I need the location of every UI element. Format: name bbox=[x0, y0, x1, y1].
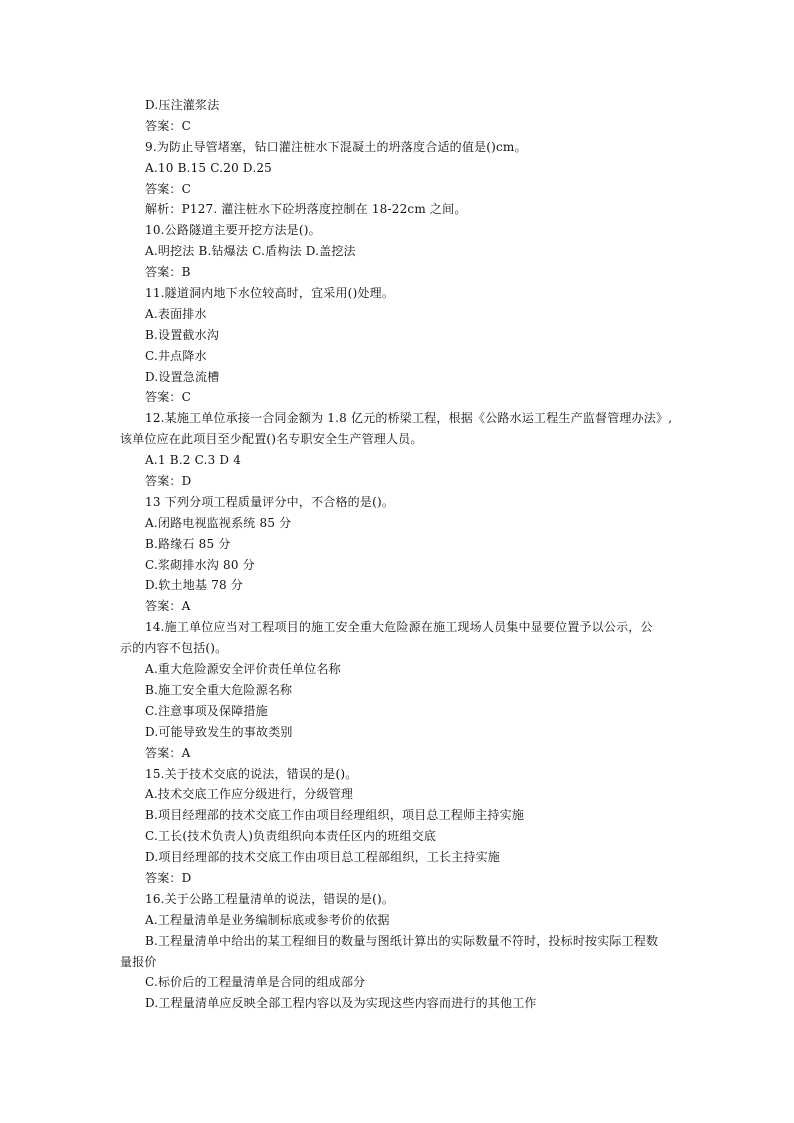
option-line: A.工程量清单是业务编制标底或参考价的依据 bbox=[145, 912, 390, 927]
answer-line: 答案：D bbox=[145, 474, 192, 489]
question-line: 16.关于公路工程量清单的说法，错误的是()。 bbox=[145, 891, 395, 906]
option-line: A.重大危险源安全评价责任单位名称 bbox=[145, 662, 341, 677]
option-line: D.设置急流槽 bbox=[145, 369, 220, 384]
option-line: C.井点降水 bbox=[145, 348, 207, 363]
option-line: C.浆砌排水沟 80 分 bbox=[145, 557, 255, 572]
option-line-continued: 量报价 bbox=[120, 954, 157, 969]
question-line: 13 下列分项工程质量评分中，不合格的是()。 bbox=[145, 494, 395, 509]
question-line-continued: 示的内容不包括()。 bbox=[120, 641, 228, 656]
question-line-continued: 该单位应在此项目至少配置()名专职安全生产管理人员。 bbox=[120, 432, 423, 447]
option-line: D.项目经理部的技术交底工作由项目总工程部组织，工长主持实施 bbox=[145, 850, 501, 865]
option-line: B.项目经理部的技术交底工作由项目经理组织，项目总工程师主持实施 bbox=[145, 808, 525, 823]
answer-line: 答案：C bbox=[145, 181, 191, 196]
answer-line: 答案：A bbox=[145, 599, 191, 614]
question-line: 14.施工单位应当对工程项目的施工安全重大危险源在施工现场人员集中显要位置予以公示，公 bbox=[145, 620, 653, 635]
question-line: 12.某施工单位承接一合同金额为 1.8 亿元的桥梁工程，根据《公路水运工程生产监督管理办法》, bbox=[145, 411, 673, 426]
answer-line: 答案：C bbox=[145, 118, 191, 133]
question-line: 9.为防止导管堵塞，钻口灌注桩水下混凝土的坍落度合适的值是()cm。 bbox=[145, 139, 527, 154]
option-line: D.软土地基 78 分 bbox=[145, 578, 244, 593]
answer-line: 答案：D bbox=[145, 870, 192, 885]
option-line: A.闭路电视监视系统 85 分 bbox=[145, 515, 292, 530]
option-line: D.可能导致发生的事故类别 bbox=[145, 724, 293, 739]
analysis-line: 解析：P127. 灌注桩水下砼坍落度控制在 18-22cm 之间。 bbox=[145, 202, 467, 217]
option-line: A.表面排水 bbox=[145, 306, 207, 321]
answer-line: 答案：B bbox=[145, 265, 191, 280]
option-line: A.1 B.2 C.3 D 4 bbox=[145, 453, 242, 468]
answer-line: 答案：A bbox=[145, 745, 191, 760]
option-line: A.技术交底工作应分级进行，分级管理 bbox=[145, 787, 354, 802]
question-line: 15.关于技术交底的说法，错误的是()。 bbox=[145, 766, 358, 781]
question-line: 11.隧道洞内地下水位较高时，宜采用()处理。 bbox=[145, 286, 395, 301]
answer-line: 答案：C bbox=[145, 390, 191, 405]
option-line: C.注意事项及保障措施 bbox=[145, 703, 268, 718]
option-line: A.明挖法 B.钻爆法 C.盾构法 D.盖挖法 bbox=[145, 244, 356, 259]
option-line: D.工程量清单应反映全部工程内容以及为实现这些内容而进行的其他工作 bbox=[145, 996, 537, 1011]
option-line: B.路缘石 85 分 bbox=[145, 536, 231, 551]
option-line: C.工长(技术负责人)负责组织向本责任区内的班组交底 bbox=[145, 829, 437, 844]
question-line: 10.公路隧道主要开挖方法是()。 bbox=[145, 223, 321, 238]
option-line: B.施工安全重大危险源名称 bbox=[145, 682, 293, 697]
option-line: B.工程量清单中给出的某工程细目的数量与图纸计算出的实际数量不符时，投标时按实际工程数 bbox=[145, 933, 659, 948]
option-line: C.标价后的工程量清单是合同的组成部分 bbox=[145, 975, 366, 990]
option-line: D.压注灌浆法 bbox=[145, 98, 220, 112]
option-line: A.10 B.15 C.20 D.25 bbox=[145, 160, 273, 175]
document-page bbox=[0, 95, 794, 1014]
option-line: B.设置截水沟 bbox=[145, 327, 220, 342]
